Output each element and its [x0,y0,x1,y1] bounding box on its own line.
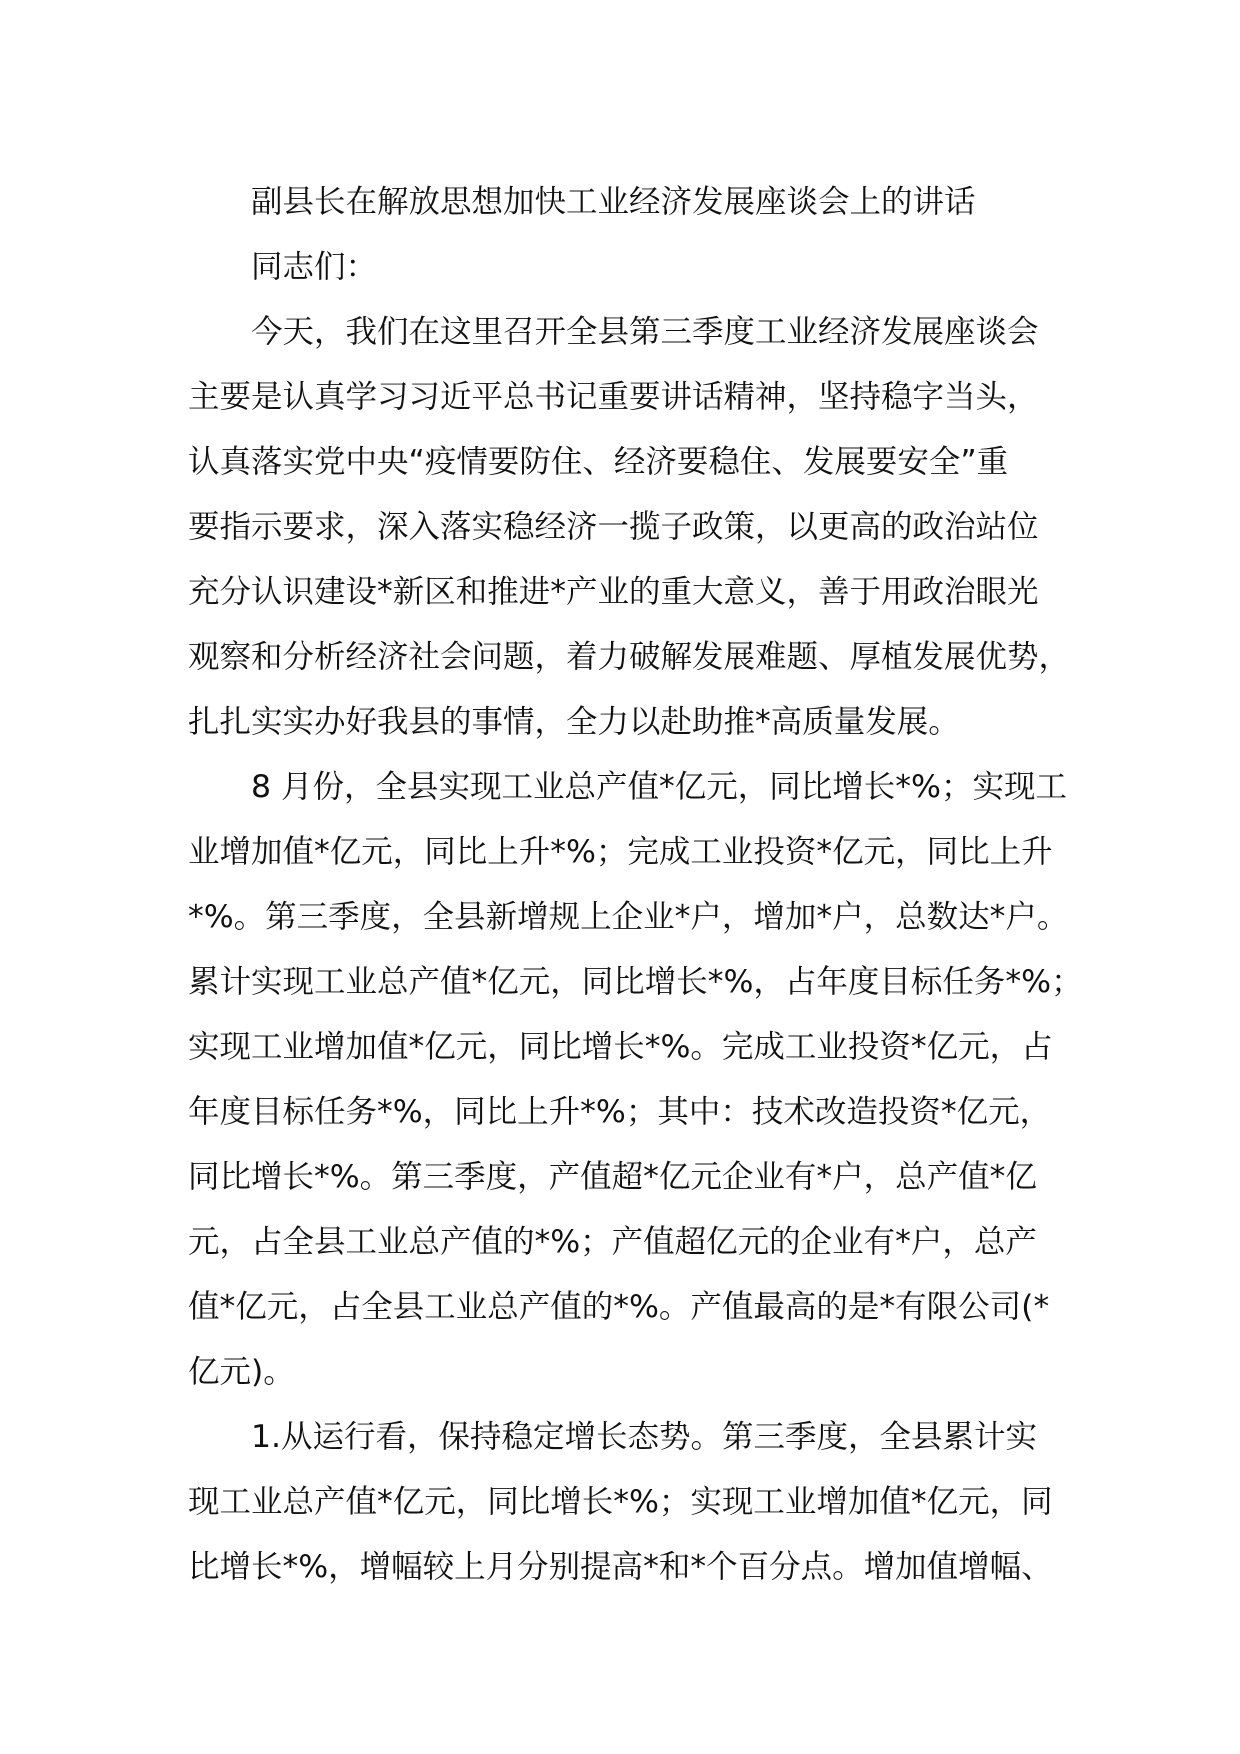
paragraph-line: 元，占全县工业总产值的*%；产值超亿元的企业有*户，总产 [188,1224,1037,1260]
paragraph-line: 同比增长*%。第三季度，产值超*亿元企业有*户，总产值*亿 [188,1159,1037,1195]
paragraph-line: 今天，我们在这里召开全县第三季度工业经济发展座谈会 [251,314,1039,350]
paragraph-line: 累计实现工业总产值*亿元，同比增长*%，占年度目标任务*%； [188,964,1083,1000]
paragraph-line: 充分认识建设*新区和推进*产业的重大意义，善于用政治眼光 [188,574,1039,610]
paragraph-line: 1.从运行看，保持稳定增长态势。第三季度，全县累计实 [251,1419,1038,1455]
paragraph-line: 8 月份，全县实现工业总产值*亿元，同比增长*%；实现工 [251,769,1067,805]
paragraph-line: 年度目标任务*%，同比上升*%；其中：技术改造投资*亿元， [188,1094,1052,1130]
paragraph-line: *%。第三季度，全县新增规上企业*户，增加*户，总数达*户。 [188,899,1069,935]
paragraph-line: 扎扎实实办好我县的事情，全力以赴助推*高质量发展。 [188,704,960,740]
document-title: 副县长在解放思想加快工业经济发展座谈会上的讲话 [251,184,976,220]
paragraph-line: 业增加值*亿元，同比上升*%；完成工业投资*亿元，同比上升 [188,834,1053,870]
paragraph-line: 要指示要求，深入落实稳经济一揽子政策，以更高的政治站位 [188,509,1039,545]
paragraph-line: 值*亿元，占全县工业总产值的*%。产值最高的是*有限公司(* [188,1289,1050,1325]
paragraph-line: 实现工业增加值*亿元，同比增长*%。完成工业投资*亿元，占 [188,1029,1053,1065]
document-body [188,170,1088,1600]
paragraph-line: 认真落实党中央“疫情要防住、经济要稳住、发展要安全”重 [188,444,1009,480]
salutation: 同志们： [251,249,378,285]
paragraph-line: 观察和分析经济社会问题，着力破解发展难题、厚植发展优势， [188,639,1071,675]
paragraph-line: 现工业总产值*亿元，同比增长*%；实现工业增加值*亿元，同 [188,1484,1053,1520]
paragraph-line: 比增长*%，增幅较上月分别提高*和*个百分点。增加值增幅、 [188,1549,1053,1585]
paragraph-line: 亿元)。 [188,1354,295,1390]
paragraph-line: 主要是认真学习习近平总书记重要讲话精神，坚持稳字当头， [188,379,1039,415]
